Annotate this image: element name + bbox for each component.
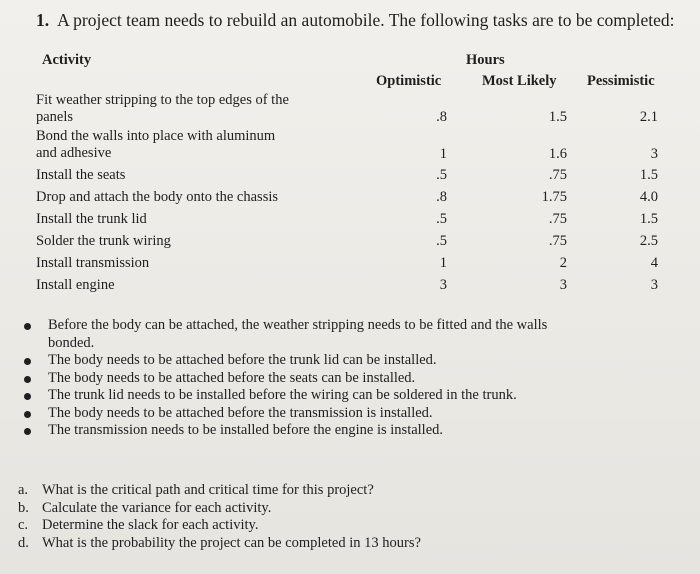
constraint-list xyxy=(22,317,672,440)
most-likely-value: .75 xyxy=(548,167,567,183)
constraint-item xyxy=(22,317,672,352)
pessimistic-value: 2.1 xyxy=(639,109,658,125)
question-letter: b. xyxy=(18,499,29,516)
activity-header: Activity xyxy=(42,52,92,68)
question-letter: d. xyxy=(18,534,29,551)
constraint-item xyxy=(22,370,672,388)
activity-label-cont: panels xyxy=(36,109,74,125)
question-text: Determine the slack for each activity. xyxy=(42,517,259,534)
activity-label-cont: and adhesive xyxy=(36,145,112,161)
question-text: Calculate the variance for each activity. xyxy=(42,499,272,516)
most-likely-header: Most Likely xyxy=(482,73,557,89)
optimistic-value: 1 xyxy=(439,146,447,162)
most-likely-value: .75 xyxy=(548,233,567,249)
constraint-item xyxy=(22,387,672,405)
optimistic-header: Optimistic xyxy=(376,73,442,89)
most-likely-value: 1.6 xyxy=(548,146,567,162)
bullet-icon xyxy=(24,376,31,383)
most-likely-value: 1.75 xyxy=(541,189,567,205)
constraint-text: The body needs to be attached before the transmission is installed. xyxy=(48,404,433,421)
activity-row-6: Solder the trunk wiring xyxy=(36,233,171,249)
question-list xyxy=(18,482,421,552)
problem-statement xyxy=(36,10,674,31)
optimistic-value: .5 xyxy=(436,211,447,227)
optimistic-value: .5 xyxy=(436,233,447,249)
bullet-icon xyxy=(24,411,31,418)
question-item xyxy=(18,482,421,500)
bullet-icon xyxy=(24,428,31,435)
optimistic-value: .8 xyxy=(436,189,447,205)
constraint-text: The body needs to be attached before the seats can be installed. xyxy=(48,369,416,386)
activity-row-8: Install engine xyxy=(36,277,115,293)
problem-text: A project team needs to rebuild an automobile. The following tasks are to be completed: xyxy=(57,10,675,30)
constraint-item xyxy=(22,422,672,440)
problem-number: 1. xyxy=(36,10,50,30)
constraint-text: The body needs to be attached before the trunk lid can be installed. xyxy=(48,352,437,368)
pessimistic-value: 1.5 xyxy=(639,167,658,183)
question-letter: a. xyxy=(18,482,29,498)
pessimistic-value: 3 xyxy=(650,146,658,162)
constraint-text: The transmission needs to be installed before the engine is installed. xyxy=(48,422,444,438)
constraint-text: Before the body can be attached, the weather stripping needs to be fitted and the walls xyxy=(48,317,548,333)
pessimistic-header: Pessimistic xyxy=(587,73,655,89)
pessimistic-value: 3 xyxy=(650,277,658,293)
activity-label: Fit weather stripping to the top edges of the xyxy=(36,92,289,108)
optimistic-value: .5 xyxy=(436,167,447,183)
activity-row-7: Install transmission xyxy=(36,255,150,271)
bullet-icon xyxy=(24,323,31,330)
activity-row-5: Install the trunk lid xyxy=(36,211,147,227)
activity-label: Bond the walls into place with aluminum xyxy=(36,128,276,144)
question-item xyxy=(18,535,421,553)
pessimistic-value: 4 xyxy=(650,255,658,271)
pessimistic-value: 1.5 xyxy=(639,211,658,227)
question-item xyxy=(18,500,421,518)
optimistic-value: 3 xyxy=(439,277,447,293)
activity-row-3: Install the seats xyxy=(36,167,126,183)
most-likely-value: 2 xyxy=(559,255,567,271)
pessimistic-value: 2.5 xyxy=(639,233,658,249)
most-likely-value: 1.5 xyxy=(548,109,567,125)
most-likely-value: 3 xyxy=(559,277,567,293)
constraint-item xyxy=(22,405,672,423)
optimistic-value: .8 xyxy=(436,109,447,125)
question-text: What is the critical path and critical time for this project? xyxy=(42,482,374,498)
hours-header: Hours xyxy=(466,52,505,68)
question-text: What is the probability the project can be completed in 13 hours? xyxy=(42,534,421,551)
activity-row-1 xyxy=(36,92,289,126)
optimistic-value: 1 xyxy=(439,255,447,271)
pessimistic-value: 4.0 xyxy=(639,189,658,205)
constraint-item xyxy=(22,352,672,370)
constraint-text-cont: bonded. xyxy=(48,334,95,351)
bullet-icon xyxy=(24,358,31,365)
activity-row-4: Drop and attach the body onto the chassis xyxy=(36,189,279,205)
bullet-icon xyxy=(24,393,31,400)
question-letter: c. xyxy=(18,517,29,534)
question-item xyxy=(18,517,421,535)
most-likely-value: .75 xyxy=(548,211,567,227)
constraint-text: The trunk lid needs to be installed before the wiring can be soldered in the trunk. xyxy=(48,387,517,403)
activity-row-2 xyxy=(36,128,275,162)
